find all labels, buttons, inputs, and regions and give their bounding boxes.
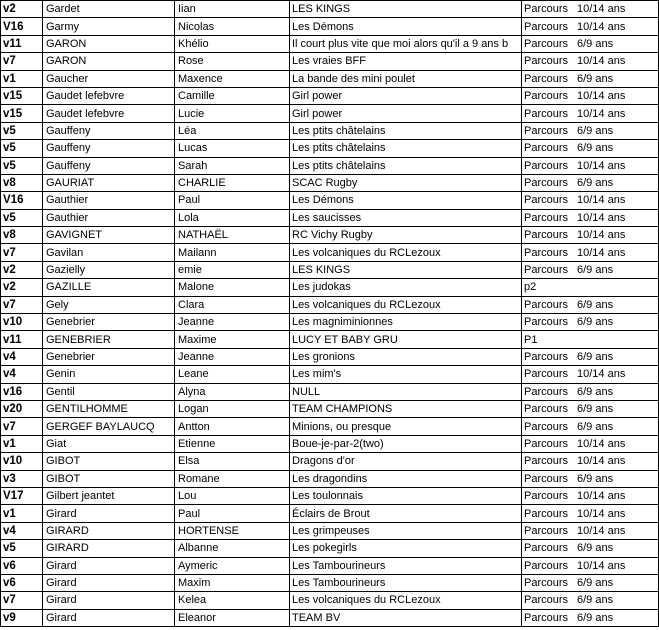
cell-parcours[interactable] bbox=[522, 574, 659, 591]
cell-last-name[interactable]: Genin bbox=[43, 366, 175, 383]
cell-group[interactable]: v11 bbox=[1, 331, 43, 348]
cell-group[interactable]: v2 bbox=[1, 1, 43, 18]
age-range: 6/9 ans bbox=[577, 611, 614, 624]
table-row bbox=[1, 70, 659, 87]
cell-last-name[interactable]: Girard bbox=[43, 574, 175, 591]
table-row bbox=[1, 540, 659, 557]
cell-team[interactable]: Les ptits châtelains bbox=[290, 140, 522, 157]
cell-group[interactable]: v1 bbox=[1, 435, 43, 452]
cell-first-name[interactable]: Lola bbox=[175, 209, 290, 226]
cell-team[interactable]: Girl power bbox=[290, 87, 522, 104]
parcours-label: Parcours bbox=[524, 20, 569, 33]
table-row bbox=[1, 261, 659, 278]
cell-first-name[interactable]: Kelea bbox=[175, 592, 290, 609]
cell-last-name[interactable]: GERGEF BAYLAUCQ bbox=[43, 418, 175, 435]
cell-first-name[interactable]: Elsa bbox=[175, 453, 290, 470]
age-range: 10/14 ans bbox=[577, 507, 626, 520]
cell-team[interactable]: Les Tambourineurs bbox=[290, 557, 522, 574]
cell-last-name[interactable]: Gely bbox=[43, 296, 175, 313]
cell-parcours[interactable] bbox=[522, 366, 659, 383]
age-range: 10/14 ans bbox=[577, 194, 626, 207]
parcours-label: Parcours bbox=[524, 177, 569, 190]
cell-last-name[interactable]: GARON bbox=[43, 53, 175, 70]
cell-team[interactable]: Les Tambourineurs bbox=[290, 574, 522, 591]
table-row bbox=[1, 296, 659, 313]
cell-parcours[interactable] bbox=[522, 244, 659, 261]
cell-group[interactable]: v16 bbox=[1, 383, 43, 400]
age-range: 10/14 ans bbox=[577, 437, 626, 450]
parcours-label: Parcours bbox=[524, 472, 569, 485]
cell-first-name[interactable]: Nicolas bbox=[175, 18, 290, 35]
parcours-label: Parcours bbox=[524, 3, 569, 16]
table-row bbox=[1, 592, 659, 609]
cell-first-name[interactable]: Sarah bbox=[175, 157, 290, 174]
parcours-label: Parcours bbox=[524, 507, 569, 520]
cell-parcours[interactable] bbox=[522, 157, 659, 174]
cell-last-name[interactable]: Girard bbox=[43, 609, 175, 626]
cell-group[interactable]: v10 bbox=[1, 314, 43, 331]
table-row bbox=[1, 505, 659, 522]
table-row bbox=[1, 53, 659, 70]
cell-last-name[interactable]: Gauthier bbox=[43, 209, 175, 226]
cell-first-name[interactable]: HORTENSE bbox=[175, 522, 290, 539]
parcours-label: Parcours bbox=[524, 577, 569, 590]
cell-group[interactable]: v9 bbox=[1, 609, 43, 626]
parcours-label: Parcours bbox=[524, 368, 569, 381]
age-range: 6/9 ans bbox=[577, 403, 614, 416]
cell-parcours[interactable] bbox=[522, 209, 659, 226]
parcours-label: Parcours bbox=[524, 90, 569, 103]
cell-last-name[interactable]: Gardet bbox=[43, 1, 175, 18]
cell-last-name[interactable]: Gilbert jeantet bbox=[43, 487, 175, 504]
cell-first-name[interactable]: Albanne bbox=[175, 540, 290, 557]
cell-group[interactable]: v5 bbox=[1, 140, 43, 157]
cell-last-name[interactable]: GAZILLE bbox=[43, 279, 175, 296]
table-row bbox=[1, 18, 659, 35]
cell-parcours[interactable] bbox=[522, 1, 659, 18]
age-range: 6/9 ans bbox=[577, 472, 614, 485]
cell-first-name[interactable]: Lou bbox=[175, 487, 290, 504]
cell-team[interactable]: SCAC Rugby bbox=[290, 174, 522, 191]
cell-group[interactable]: v1 bbox=[1, 505, 43, 522]
table-row bbox=[1, 140, 659, 157]
cell-last-name[interactable]: GENEBRIER bbox=[43, 331, 175, 348]
cell-last-name[interactable]: Gauthier bbox=[43, 192, 175, 209]
cell-parcours[interactable] bbox=[522, 418, 659, 435]
cell-first-name[interactable]: Léa bbox=[175, 122, 290, 139]
cell-first-name[interactable]: Maxime bbox=[175, 331, 290, 348]
cell-last-name[interactable]: Gaucher bbox=[43, 70, 175, 87]
cell-parcours[interactable] bbox=[522, 279, 659, 296]
age-range: 6/9 ans bbox=[577, 316, 614, 329]
parcours-label: Parcours bbox=[524, 37, 569, 50]
cell-group[interactable]: v15 bbox=[1, 87, 43, 104]
age-range: 10/14 ans bbox=[577, 229, 626, 242]
age-range: 10/14 ans bbox=[577, 3, 626, 16]
cell-parcours[interactable] bbox=[522, 435, 659, 452]
cell-parcours[interactable] bbox=[522, 383, 659, 400]
cell-parcours[interactable] bbox=[522, 314, 659, 331]
table-body bbox=[1, 1, 659, 627]
cell-first-name[interactable]: Eleanor bbox=[175, 609, 290, 626]
parcours-label: Parcours bbox=[524, 385, 569, 398]
cell-team[interactable]: LUCY ET BABY GRU bbox=[290, 331, 522, 348]
cell-parcours[interactable] bbox=[522, 453, 659, 470]
parcours-label: Parcours bbox=[524, 211, 569, 224]
cell-first-name[interactable]: Jeanne bbox=[175, 348, 290, 365]
cell-group[interactable]: v7 bbox=[1, 296, 43, 313]
cell-group[interactable]: v5 bbox=[1, 122, 43, 139]
age-range: 10/14 ans bbox=[577, 55, 626, 68]
cell-group[interactable]: v5 bbox=[1, 209, 43, 226]
cell-team[interactable]: Les gronions bbox=[290, 348, 522, 365]
table-row bbox=[1, 1, 659, 18]
cell-team[interactable]: Les toulonnais bbox=[290, 487, 522, 504]
parcours-label: Parcours bbox=[524, 524, 569, 537]
table-row bbox=[1, 122, 659, 139]
age-range: 10/14 ans bbox=[577, 246, 626, 259]
cell-first-name[interactable]: emie bbox=[175, 261, 290, 278]
table-row bbox=[1, 279, 659, 296]
age-range: 6/9 ans bbox=[577, 298, 614, 311]
cell-last-name[interactable]: GARON bbox=[43, 35, 175, 52]
cell-last-name[interactable]: Gauffeny bbox=[43, 140, 175, 157]
table-row bbox=[1, 557, 659, 574]
cell-parcours[interactable] bbox=[522, 18, 659, 35]
table-row bbox=[1, 609, 659, 626]
cell-last-name[interactable]: Girard bbox=[43, 592, 175, 609]
cell-last-name[interactable]: Gazielly bbox=[43, 261, 175, 278]
cell-parcours[interactable] bbox=[522, 70, 659, 87]
cell-team[interactable]: Les Démons bbox=[290, 192, 522, 209]
cell-group[interactable]: v1 bbox=[1, 70, 43, 87]
cell-first-name[interactable]: Logan bbox=[175, 400, 290, 417]
parcours-label: Parcours bbox=[524, 403, 569, 416]
parcours-label: Parcours bbox=[524, 316, 569, 329]
parcours-label: Parcours bbox=[524, 159, 569, 172]
cell-parcours[interactable] bbox=[522, 592, 659, 609]
cell-first-name[interactable]: Romane bbox=[175, 470, 290, 487]
cell-parcours[interactable] bbox=[522, 140, 659, 157]
parcours-label: Parcours bbox=[524, 298, 569, 311]
cell-team[interactable]: LES KINGS bbox=[290, 261, 522, 278]
cell-group[interactable]: v6 bbox=[1, 574, 43, 591]
cell-first-name[interactable]: Lucie bbox=[175, 105, 290, 122]
table-row bbox=[1, 227, 659, 244]
cell-parcours[interactable] bbox=[522, 296, 659, 313]
age-range: 6/9 ans bbox=[577, 264, 614, 277]
cell-first-name[interactable]: Jeanne bbox=[175, 314, 290, 331]
cell-team[interactable]: Les ptits châtelains bbox=[290, 157, 522, 174]
cell-parcours[interactable] bbox=[522, 540, 659, 557]
parcours-label: Parcours bbox=[524, 107, 569, 120]
cell-first-name[interactable]: Iian bbox=[175, 1, 290, 18]
age-range: 6/9 ans bbox=[577, 37, 614, 50]
cell-team[interactable]: Les Démons bbox=[290, 18, 522, 35]
cell-group[interactable]: V17 bbox=[1, 487, 43, 504]
cell-group[interactable]: v11 bbox=[1, 35, 43, 52]
parcours-label: Parcours bbox=[524, 351, 569, 363]
cell-group[interactable]: v4 bbox=[1, 366, 43, 383]
cell-team[interactable]: Minions, ou presque bbox=[290, 418, 522, 435]
age-range: 10/14 ans bbox=[577, 368, 626, 381]
cell-parcours[interactable] bbox=[522, 557, 659, 574]
cell-team[interactable]: TEAM BV bbox=[290, 609, 522, 626]
cell-group[interactable]: v6 bbox=[1, 557, 43, 574]
cell-first-name[interactable]: Etienne bbox=[175, 435, 290, 452]
cell-last-name[interactable]: Girard bbox=[43, 505, 175, 522]
table-row bbox=[1, 366, 659, 383]
table-row bbox=[1, 209, 659, 226]
cell-parcours[interactable] bbox=[522, 87, 659, 104]
cell-last-name[interactable]: GENTILHOMME bbox=[43, 400, 175, 417]
parcours-label: Parcours bbox=[524, 55, 569, 68]
parcours-label: Parcours bbox=[524, 542, 569, 555]
table-row bbox=[1, 105, 659, 122]
cell-first-name[interactable]: Aymeric bbox=[175, 557, 290, 574]
cell-team[interactable]: Les dragondins bbox=[290, 470, 522, 487]
cell-team[interactable]: Les mim's bbox=[290, 366, 522, 383]
parcours-label: Parcours bbox=[524, 490, 569, 503]
table-row bbox=[1, 487, 659, 504]
age-range: 10/14 ans bbox=[577, 455, 626, 468]
cell-first-name[interactable]: Khélio bbox=[175, 35, 290, 52]
cell-parcours[interactable] bbox=[522, 227, 659, 244]
age-range: 10/14 ans bbox=[577, 90, 626, 103]
cell-parcours[interactable] bbox=[522, 487, 659, 504]
table-row bbox=[1, 87, 659, 104]
cell-last-name[interactable]: Gauffeny bbox=[43, 157, 175, 174]
table-row bbox=[1, 174, 659, 191]
cell-first-name[interactable]: Malone bbox=[175, 279, 290, 296]
cell-parcours[interactable] bbox=[522, 261, 659, 278]
cell-team[interactable]: LES KINGS bbox=[290, 1, 522, 18]
table-row bbox=[1, 383, 659, 400]
parcours-label: Parcours bbox=[524, 611, 569, 624]
table-row bbox=[1, 418, 659, 435]
cell-parcours[interactable] bbox=[522, 192, 659, 209]
table-row bbox=[1, 314, 659, 331]
cell-team[interactable]: Les ptits châtelains bbox=[290, 122, 522, 139]
cell-first-name[interactable]: Lucas bbox=[175, 140, 290, 157]
age-range: 6/9 ans bbox=[577, 124, 614, 137]
parcours-label: P1 bbox=[524, 333, 538, 346]
cell-first-name[interactable]: Antton bbox=[175, 418, 290, 435]
cell-group[interactable]: v5 bbox=[1, 540, 43, 557]
cell-last-name[interactable]: Gavilan bbox=[43, 244, 175, 261]
age-range: 6/9 ans bbox=[577, 142, 614, 155]
cell-team[interactable]: Girl power bbox=[290, 105, 522, 122]
cell-first-name[interactable]: Maxence bbox=[175, 70, 290, 87]
cell-parcours[interactable] bbox=[522, 174, 659, 191]
table-row bbox=[1, 453, 659, 470]
cell-team[interactable]: Les grimpeuses bbox=[290, 522, 522, 539]
cell-team[interactable]: Les judokas bbox=[290, 279, 522, 296]
cell-parcours[interactable] bbox=[522, 522, 659, 539]
cell-parcours[interactable] bbox=[522, 609, 659, 626]
age-range: 10/14 ans bbox=[577, 559, 626, 572]
cell-parcours[interactable] bbox=[522, 348, 659, 365]
parcours-label: Parcours bbox=[524, 194, 569, 207]
cell-team[interactable]: Éclairs de Brout bbox=[290, 505, 522, 522]
cell-team[interactable]: Les pokegirls bbox=[290, 540, 522, 557]
cell-team[interactable]: Les magniminionnes bbox=[290, 314, 522, 331]
cell-team[interactable]: TEAM CHAMPIONS bbox=[290, 400, 522, 417]
cell-team[interactable]: La bande des mini poulet bbox=[290, 70, 522, 87]
cell-team[interactable]: Boue-je-par-2(two) bbox=[290, 435, 522, 452]
cell-last-name[interactable]: GIBOT bbox=[43, 470, 175, 487]
cell-parcours[interactable] bbox=[522, 105, 659, 122]
age-range: 6/9 ans bbox=[577, 385, 614, 398]
parcours-label: Parcours bbox=[524, 264, 569, 277]
age-range: 6/9 ans bbox=[577, 177, 614, 190]
cell-parcours[interactable] bbox=[522, 53, 659, 70]
age-range: 6/9 ans bbox=[577, 351, 614, 363]
cell-first-name[interactable]: Leane bbox=[175, 366, 290, 383]
age-range: 10/14 ans bbox=[577, 490, 626, 503]
table-row bbox=[1, 157, 659, 174]
cell-team[interactable]: Les volcaniques du RCLezoux bbox=[290, 296, 522, 313]
cell-first-name[interactable]: NATHAËL bbox=[175, 227, 290, 244]
cell-group[interactable]: v8 bbox=[1, 227, 43, 244]
age-range: 10/14 ans bbox=[577, 211, 626, 224]
parcours-label: Parcours bbox=[524, 420, 569, 433]
cell-last-name[interactable]: Giat bbox=[43, 435, 175, 452]
cell-group[interactable]: v20 bbox=[1, 400, 43, 417]
table-row bbox=[1, 192, 659, 209]
cell-team[interactable]: Il court plus vite que moi alors qu'il a 9 ans b bbox=[290, 35, 522, 52]
age-range: 10/14 ans bbox=[577, 159, 626, 172]
age-range: 6/9 ans bbox=[577, 420, 614, 433]
cell-last-name[interactable]: GIRARD bbox=[43, 540, 175, 557]
cell-first-name[interactable]: Mailann bbox=[175, 244, 290, 261]
cell-last-name[interactable]: Gauffeny bbox=[43, 122, 175, 139]
cell-last-name[interactable]: Gaudet lefebvre bbox=[43, 105, 175, 122]
cell-group[interactable]: v10 bbox=[1, 453, 43, 470]
cell-last-name[interactable]: GIRARD bbox=[43, 522, 175, 539]
cell-parcours[interactable] bbox=[522, 400, 659, 417]
cell-group[interactable]: v4 bbox=[1, 522, 43, 539]
cell-parcours[interactable] bbox=[522, 505, 659, 522]
cell-team[interactable]: Les vraies BFF bbox=[290, 53, 522, 70]
table-row bbox=[1, 348, 659, 365]
cell-last-name[interactable]: Genebrier bbox=[43, 314, 175, 331]
age-range: 10/14 ans bbox=[577, 20, 626, 33]
cell-group[interactable]: V16 bbox=[1, 192, 43, 209]
cell-last-name[interactable]: Gentil bbox=[43, 383, 175, 400]
table-row bbox=[1, 244, 659, 261]
age-range: 10/14 ans bbox=[577, 107, 626, 120]
cell-team[interactable]: RC Vichy Rugby bbox=[290, 227, 522, 244]
cell-first-name[interactable]: Rose bbox=[175, 53, 290, 70]
cell-first-name[interactable]: Camille bbox=[175, 87, 290, 104]
cell-last-name[interactable]: Genebrier bbox=[43, 348, 175, 365]
cell-first-name[interactable]: Maxim bbox=[175, 574, 290, 591]
cell-group[interactable]: v15 bbox=[1, 105, 43, 122]
cell-group[interactable]: v7 bbox=[1, 592, 43, 609]
table-row bbox=[1, 522, 659, 539]
cell-group[interactable]: v4 bbox=[1, 348, 43, 365]
table-row bbox=[1, 574, 659, 591]
cell-parcours[interactable] bbox=[522, 331, 659, 348]
cell-team[interactable]: Les volcaniques du RCLezoux bbox=[290, 592, 522, 609]
table-row bbox=[1, 331, 659, 348]
parcours-label: Parcours bbox=[524, 229, 569, 242]
cell-team[interactable]: NULL bbox=[290, 383, 522, 400]
cell-team[interactable]: Les saucisses bbox=[290, 209, 522, 226]
parcours-label: Parcours bbox=[524, 594, 569, 607]
cell-group[interactable]: v2 bbox=[1, 261, 43, 278]
cell-group[interactable]: v3 bbox=[1, 470, 43, 487]
parcours-label: Parcours bbox=[524, 124, 569, 137]
cell-group[interactable]: v2 bbox=[1, 279, 43, 296]
cell-parcours[interactable] bbox=[522, 35, 659, 52]
age-range: 6/9 ans bbox=[577, 594, 614, 607]
parcours-label: Parcours bbox=[524, 455, 569, 468]
cell-group[interactable]: V16 bbox=[1, 18, 43, 35]
cell-first-name[interactable]: Alyna bbox=[175, 383, 290, 400]
parcours-label: Parcours bbox=[524, 246, 569, 259]
cell-group[interactable]: v7 bbox=[1, 53, 43, 70]
cell-team[interactable]: Les volcaniques du RCLezoux bbox=[290, 244, 522, 261]
cell-first-name[interactable]: Paul bbox=[175, 505, 290, 522]
cell-group[interactable]: v7 bbox=[1, 418, 43, 435]
cell-group[interactable]: v5 bbox=[1, 157, 43, 174]
age-range: 10/14 ans bbox=[577, 524, 626, 537]
cell-first-name[interactable]: Paul bbox=[175, 192, 290, 209]
cell-last-name[interactable]: GIBOT bbox=[43, 453, 175, 470]
age-range: 6/9 ans bbox=[577, 577, 614, 590]
cell-last-name[interactable]: GAVIGNET bbox=[43, 227, 175, 244]
age-range: 6/9 ans bbox=[577, 542, 614, 555]
cell-parcours[interactable] bbox=[522, 470, 659, 487]
cell-last-name[interactable]: Gaudet lefebvre bbox=[43, 87, 175, 104]
table-row bbox=[1, 35, 659, 52]
parcours-label: Parcours bbox=[524, 72, 569, 85]
parcours-label: Parcours bbox=[524, 142, 569, 155]
cell-first-name[interactable]: CHARLIE bbox=[175, 174, 290, 191]
cell-last-name[interactable]: Garmy bbox=[43, 18, 175, 35]
parcours-label: p2 bbox=[524, 281, 537, 294]
cell-parcours[interactable] bbox=[522, 122, 659, 139]
table-row bbox=[1, 470, 659, 487]
parcours-label: Parcours bbox=[524, 559, 569, 572]
cell-group[interactable]: v8 bbox=[1, 174, 43, 191]
cell-last-name[interactable]: Girard bbox=[43, 557, 175, 574]
cell-last-name[interactable]: GAURIAT bbox=[43, 174, 175, 191]
table-row bbox=[1, 400, 659, 417]
cell-group[interactable]: v7 bbox=[1, 244, 43, 261]
cell-first-name[interactable]: Clara bbox=[175, 296, 290, 313]
parcours-label: Parcours bbox=[524, 437, 569, 450]
table-row bbox=[1, 435, 659, 452]
cell-team[interactable]: Dragons d'or bbox=[290, 453, 522, 470]
age-range: 6/9 ans bbox=[577, 72, 614, 85]
